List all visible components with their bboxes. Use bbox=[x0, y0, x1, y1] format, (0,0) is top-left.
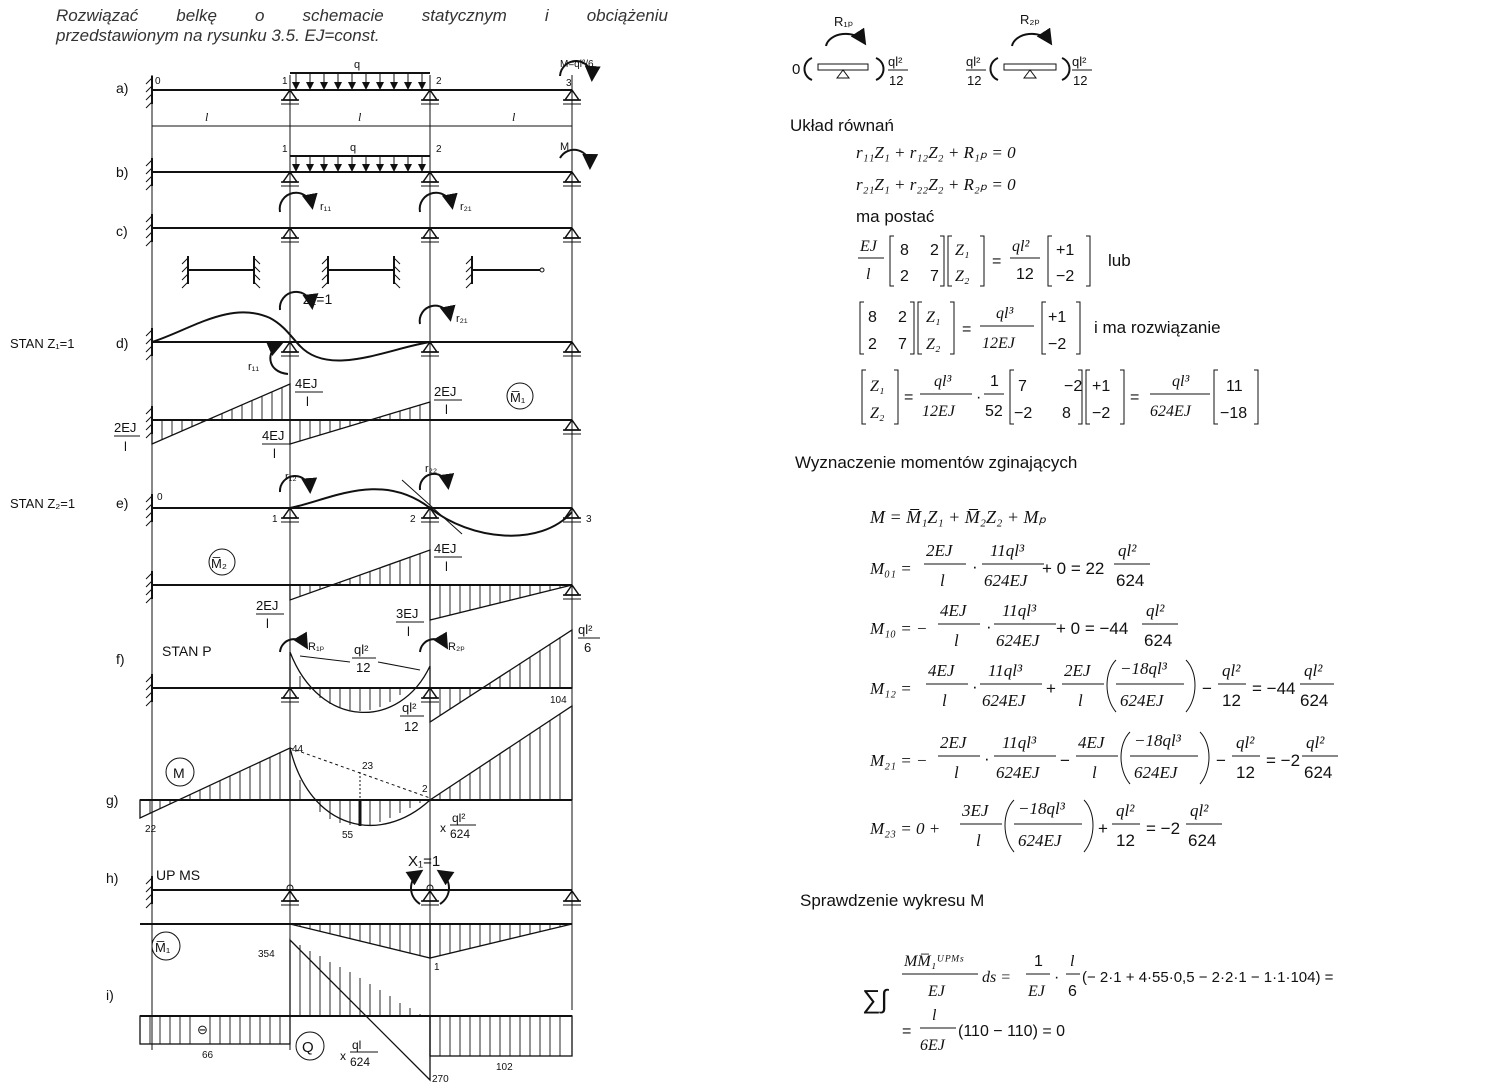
m1-4ej-bot-den: l bbox=[273, 446, 276, 461]
inv-a22: 8 bbox=[1062, 405, 1071, 422]
meq1-ql2: ql² bbox=[1012, 238, 1030, 255]
equation-2: r₂₁Z₁ + r₂₂Z₂ + R₂ₚ = 0 bbox=[856, 175, 1016, 194]
inv-a12: −2 bbox=[1064, 378, 1083, 395]
pf-ql2-mid-den: 12 bbox=[356, 660, 371, 675]
load-q-label-b: q bbox=[350, 142, 357, 154]
formula-integral-check bbox=[862, 953, 1334, 1054]
problem-line-2: przedstawionym na rysunku 3.5. EJ=const. bbox=[56, 26, 380, 45]
row-h-primary-system bbox=[146, 853, 581, 908]
m21-624ej-2: 624EJ bbox=[1134, 763, 1178, 782]
r11-label-c: r₁₁ bbox=[320, 201, 332, 213]
m12-l2: l bbox=[1078, 691, 1083, 710]
m21-ql2-r: ql² bbox=[1306, 733, 1325, 752]
sol-x2: −18 bbox=[1220, 405, 1248, 422]
row-g-final-moment-diagram bbox=[140, 706, 572, 841]
matrix-equation-1 bbox=[858, 236, 1131, 286]
r2p-top-label: R₂ₚ bbox=[1020, 12, 1041, 27]
svg-text:·: · bbox=[972, 677, 978, 696]
m21-2ej: 2EJ bbox=[940, 733, 967, 752]
row-label-h: h) bbox=[106, 870, 119, 886]
m-scale-x: x bbox=[440, 821, 446, 835]
sol-x1: 11 bbox=[1226, 378, 1243, 395]
m21-tail: = −2 bbox=[1266, 751, 1301, 770]
matrix-solution bbox=[862, 370, 1258, 424]
m1-2ej-den: l bbox=[124, 439, 127, 454]
span-label-1: l bbox=[205, 110, 209, 124]
svg-text:·: · bbox=[986, 617, 992, 636]
meq1-a12: 2 bbox=[930, 242, 939, 259]
m21-11ql3: 11ql³ bbox=[1002, 733, 1037, 752]
meq2-a11: 8 bbox=[868, 309, 877, 326]
r12-label: r₁₂ bbox=[285, 471, 297, 483]
pf-ql2-right-num: ql² bbox=[578, 622, 593, 637]
svg-text:·: · bbox=[1054, 969, 1060, 986]
top-ql2-den-3: 12 bbox=[1073, 73, 1088, 88]
row-label-a: a) bbox=[116, 80, 129, 96]
m12-624ej-1: 624EJ bbox=[982, 691, 1026, 710]
m10-l: l bbox=[954, 631, 959, 650]
m23-624ej: 624EJ bbox=[1018, 831, 1062, 850]
q-circle-label: Q bbox=[302, 1039, 314, 1056]
node-0-label-a: 0 bbox=[155, 76, 161, 87]
m10-lhs: M₁₀ = − bbox=[870, 619, 928, 638]
m01-tail: + 0 = 22 bbox=[1042, 559, 1105, 578]
m23-tail: = −2 bbox=[1146, 819, 1181, 838]
formula-m-general: M = M̅₁Z₁ + M̅₂Z₂ + Mₚ bbox=[870, 507, 1047, 527]
m21-12: 12 bbox=[1236, 763, 1255, 782]
m-value-44: 44 bbox=[292, 744, 304, 755]
formula-m21 bbox=[869, 731, 1338, 784]
m01-11ql3: 11ql³ bbox=[990, 541, 1025, 560]
m23-ql2: ql² bbox=[1116, 801, 1135, 820]
m10-624ej: 624EJ bbox=[996, 631, 1040, 650]
m21-lhs: M₂₁ = − bbox=[870, 751, 928, 770]
m12-ql2: ql² bbox=[1222, 661, 1241, 680]
pf-ql2-right-den: 6 bbox=[584, 640, 592, 655]
m21-l2: l bbox=[1092, 763, 1097, 782]
deflection-curve-z1 bbox=[152, 312, 430, 360]
meq2-a21: 2 bbox=[868, 336, 877, 353]
m01-l: l bbox=[940, 571, 945, 590]
row-label-c: c) bbox=[116, 223, 128, 239]
moment-label-a: M=ql²/6 bbox=[560, 59, 594, 70]
top-ql2-num-1: ql² bbox=[888, 54, 903, 69]
fixed-end-moment-sketches bbox=[792, 12, 1092, 88]
m01-ql2: ql² bbox=[1118, 541, 1137, 560]
row-e-scheme bbox=[10, 463, 592, 536]
meq1-a11: 8 bbox=[900, 242, 909, 259]
m10-ql2: ql² bbox=[1146, 601, 1165, 620]
meq2-z2: Z₂ bbox=[926, 336, 941, 353]
row-a-scheme bbox=[146, 59, 594, 132]
int-6: 6 bbox=[1068, 983, 1077, 1000]
svg-text:·: · bbox=[984, 749, 990, 768]
m01-2ej: 2EJ bbox=[926, 541, 953, 560]
top-ql2-den-2: 12 bbox=[967, 73, 982, 88]
svg-text:·: · bbox=[976, 389, 982, 406]
i-value-1: 1 bbox=[434, 962, 440, 973]
sol-52: 52 bbox=[985, 403, 1003, 420]
svg-text:−: − bbox=[1202, 679, 1212, 698]
q-value-66: 66 bbox=[202, 1050, 214, 1061]
m21-624ej-1: 624EJ bbox=[996, 763, 1040, 782]
m12-2ej: 2EJ bbox=[1064, 661, 1091, 680]
row-d-scheme bbox=[10, 291, 581, 374]
m-value-23: 23 bbox=[362, 761, 374, 772]
svg-text:=: = bbox=[962, 321, 972, 338]
m12-11ql3: 11ql³ bbox=[988, 661, 1023, 680]
formula-m01 bbox=[869, 541, 1150, 590]
q-scale-num: ql bbox=[352, 1038, 362, 1052]
node-1-label-b: 1 bbox=[282, 144, 288, 155]
m-value-22: 22 bbox=[145, 824, 157, 835]
m10-624: 624 bbox=[1144, 631, 1173, 650]
m01-lhs: M₀₁ = bbox=[870, 559, 912, 578]
meq2-12ej: 12EJ bbox=[982, 335, 1015, 352]
meq1-ej: EJ bbox=[860, 238, 877, 255]
m12-624: 624 bbox=[1300, 691, 1329, 710]
m21-18ql3: −18ql³ bbox=[1134, 731, 1181, 750]
pf-ql2-mid-num: ql² bbox=[354, 642, 369, 657]
m-circle-label: M bbox=[173, 765, 185, 781]
m23-lhs: M₂₃ = 0 + bbox=[870, 819, 941, 838]
row-label-f: f) bbox=[116, 651, 125, 667]
heading-check: Sprawdzenie wykresu M bbox=[800, 891, 985, 910]
span-label-2: l bbox=[358, 110, 362, 124]
r2p-label-f: R₂ₚ bbox=[448, 641, 465, 653]
m12-12: 12 bbox=[1222, 691, 1241, 710]
m1-upms-circle-label: M̅₁ bbox=[155, 940, 171, 955]
i-value-354: 354 bbox=[258, 949, 275, 960]
int-result: (110 − 110) = 0 bbox=[958, 1023, 1066, 1040]
deflection-curve-z2 bbox=[290, 489, 572, 536]
m-value-55: 55 bbox=[342, 830, 354, 841]
meq1-r2: −2 bbox=[1056, 268, 1075, 285]
load-q-label-a: q bbox=[354, 59, 361, 71]
m21-4ej: 4EJ bbox=[1078, 733, 1105, 752]
m2-2ej-num: 2EJ bbox=[256, 598, 279, 613]
sol-r2: −2 bbox=[1092, 405, 1111, 422]
node-3-label-e: 3 bbox=[586, 514, 592, 525]
m1-circle-label: M̅₁ bbox=[510, 390, 526, 405]
meq1-l: l bbox=[866, 266, 871, 283]
meq2-r2: −2 bbox=[1048, 336, 1067, 353]
int-l2: l bbox=[932, 1007, 937, 1024]
m12-624ej-2: 624EJ bbox=[1120, 691, 1164, 710]
sol-12ej: 12EJ bbox=[922, 403, 955, 420]
sol-one: 1 bbox=[990, 373, 999, 390]
meq1-12: 12 bbox=[1016, 266, 1034, 283]
row-label-b: b) bbox=[116, 164, 129, 180]
m12-tail: = −44 bbox=[1252, 679, 1296, 698]
m23-18ql3: −18ql³ bbox=[1018, 799, 1065, 818]
m23-3ej: 3EJ bbox=[962, 801, 989, 820]
m10-11ql3: 11ql³ bbox=[1002, 601, 1037, 620]
q-value-270: 270 bbox=[432, 1074, 449, 1085]
row-b-scheme bbox=[146, 141, 590, 190]
m2-4ej-den: l bbox=[445, 559, 448, 574]
node-2-label-e: 2 bbox=[410, 514, 416, 525]
inv-a21: −2 bbox=[1014, 405, 1033, 422]
z1-unit-label: Z₁=1 bbox=[303, 291, 333, 307]
int-ej: EJ bbox=[1028, 983, 1045, 1000]
integral-sum-sign: ∑∫ bbox=[862, 984, 888, 1014]
m01-624ej: 624EJ bbox=[984, 571, 1028, 590]
svg-text:=: = bbox=[902, 1023, 912, 1040]
state-z1-label: STAN Z₁=1 bbox=[10, 336, 75, 351]
node-1-label-a: 1 bbox=[282, 76, 288, 87]
m01-624: 624 bbox=[1116, 571, 1145, 590]
pf-ql2-low-den: 12 bbox=[404, 719, 419, 734]
q-scale-x: x bbox=[340, 1049, 346, 1063]
text-ma-postac: ma postać bbox=[856, 207, 935, 226]
int-one: 1 bbox=[1034, 953, 1043, 970]
sol-r1: +1 bbox=[1092, 378, 1111, 395]
m1-4ej-top-den: l bbox=[306, 394, 309, 409]
m12-18ql3: −18ql³ bbox=[1120, 659, 1167, 678]
formula-m10 bbox=[869, 601, 1178, 650]
m10-4ej: 4EJ bbox=[940, 601, 967, 620]
svg-text:+: + bbox=[1098, 819, 1108, 838]
m1-2ej-num: 2EJ bbox=[114, 420, 137, 435]
formula-m12 bbox=[869, 659, 1334, 712]
r22-label: r₂₂ bbox=[425, 463, 438, 475]
svg-text:−: − bbox=[1216, 751, 1226, 770]
row-label-g: g) bbox=[106, 792, 119, 808]
int-expression: (− 2·1 + 4·55·0,5 − 2·2·1 − 1·1·104) = bbox=[1082, 969, 1334, 986]
heading-equation-system: Układ równań bbox=[790, 116, 894, 135]
m23-12: 12 bbox=[1116, 831, 1135, 850]
meq1-a21: 2 bbox=[900, 268, 909, 285]
meq2-ql3: ql³ bbox=[996, 305, 1014, 322]
row-label-e: e) bbox=[116, 495, 129, 511]
moment-label-b: M bbox=[560, 141, 570, 153]
node-2-label-a: 2 bbox=[436, 76, 442, 87]
node-1-label-e: 1 bbox=[272, 514, 278, 525]
m21-ql2: ql² bbox=[1236, 733, 1255, 752]
m1-bending-diagram bbox=[114, 376, 581, 461]
inv-a11: 7 bbox=[1018, 378, 1027, 395]
q-value-102: 102 bbox=[496, 1062, 513, 1073]
up-ms-label: UP MS bbox=[156, 867, 201, 883]
m12-lhs: M₁₂ = bbox=[870, 679, 912, 698]
m23-ql2-r: ql² bbox=[1190, 801, 1209, 820]
row-i-unit-moment-diagram bbox=[140, 924, 572, 1085]
meq1-z1: Z₁ bbox=[955, 242, 970, 259]
m-value-2: 2 bbox=[422, 784, 428, 795]
m2-circle-label: M̅₂ bbox=[211, 556, 227, 571]
zero-moment: 0 bbox=[792, 61, 801, 78]
r11-label-d: r₁₁ bbox=[248, 361, 260, 373]
r1p-top-label: R₁ₚ bbox=[834, 14, 854, 29]
sol-z1: Z₁ bbox=[870, 378, 885, 395]
equation-1: r₁₁Z₁ + r₁₂Z₂ + R₁ₚ = 0 bbox=[856, 143, 1016, 162]
m1-2ej-mid-den: l bbox=[445, 402, 448, 417]
text-lub: lub bbox=[1108, 251, 1131, 270]
meq2-r1: +1 bbox=[1048, 309, 1067, 326]
meq1-r1: +1 bbox=[1056, 242, 1075, 259]
m12-ql2-r: ql² bbox=[1304, 661, 1323, 680]
state-p-label: STAN P bbox=[162, 643, 212, 659]
span-label-3: l bbox=[512, 110, 516, 124]
node-0-label-e: 0 bbox=[157, 492, 163, 503]
text-i-ma-rozwiazanie: i ma rozwiązanie bbox=[1094, 318, 1221, 337]
m2-bending-diagram bbox=[146, 541, 581, 639]
m1-4ej-top-num: 4EJ bbox=[295, 376, 318, 391]
meq2-a22: 7 bbox=[898, 336, 907, 353]
meq1-a22: 7 bbox=[930, 268, 939, 285]
problem-line-1: Rozwiązać belkę o schemacie statycznym i obciążeniu bbox=[56, 6, 668, 25]
row-label-i: i) bbox=[106, 987, 114, 1003]
svg-text:·: · bbox=[972, 557, 978, 576]
m12-4ej: 4EJ bbox=[928, 661, 955, 680]
matrix-equation-2 bbox=[860, 302, 1221, 354]
sol-ql3-1: ql³ bbox=[934, 373, 952, 390]
q-minus-sign: ⊖ bbox=[197, 1022, 208, 1037]
int-6ej: 6EJ bbox=[920, 1037, 945, 1054]
svg-text:=: = bbox=[904, 389, 914, 406]
m-scale-num: ql² bbox=[452, 811, 466, 825]
svg-text:−: − bbox=[1060, 751, 1070, 770]
row-f-state-p-diagram bbox=[146, 622, 600, 734]
r1p-label-f: R₁ₚ bbox=[308, 641, 325, 653]
r21-label-d: r₂₁ bbox=[456, 313, 468, 325]
top-ql2-num-2: ql² bbox=[966, 54, 981, 69]
m2-4ej-num: 4EJ bbox=[434, 541, 457, 556]
x1-unit-label: X₁=1 bbox=[408, 853, 441, 870]
int-ds: ds = bbox=[982, 969, 1012, 986]
sol-ql3-2: ql³ bbox=[1172, 373, 1190, 390]
pf-value-104: 104 bbox=[550, 695, 567, 706]
row-label-d: d) bbox=[116, 335, 129, 351]
state-z2-label: STAN Z₂=1 bbox=[10, 496, 76, 511]
int-numerator: MM̅₁ᵁᴾᴹˢ bbox=[904, 953, 963, 970]
m23-624: 624 bbox=[1188, 831, 1217, 850]
meq2-a12: 2 bbox=[898, 309, 907, 326]
svg-text:+: + bbox=[1046, 679, 1056, 698]
m21-l: l bbox=[954, 763, 959, 782]
m-scale-den: 624 bbox=[450, 827, 471, 841]
row-c-scheme bbox=[146, 193, 581, 288]
svg-text:=: = bbox=[992, 253, 1002, 270]
r21-label-c: r₂₁ bbox=[460, 201, 472, 213]
m1-2ej-mid-num: 2EJ bbox=[434, 384, 457, 399]
heading-moments: Wyznaczenie momentów zginających bbox=[795, 453, 1078, 472]
pf-ql2-low-num: ql² bbox=[402, 700, 417, 715]
q-scale-den: 624 bbox=[350, 1055, 371, 1069]
node-3-label-a: 3 bbox=[566, 78, 572, 89]
formula-m23 bbox=[869, 799, 1222, 852]
m12-l: l bbox=[942, 691, 947, 710]
int-l: l bbox=[1070, 953, 1075, 970]
meq1-z2: Z₂ bbox=[955, 268, 970, 285]
top-ql2-num-3: ql² bbox=[1072, 54, 1087, 69]
top-ql2-den-1: 12 bbox=[889, 73, 904, 88]
int-denominator: EJ bbox=[928, 983, 945, 1000]
m1-4ej-bot-num: 4EJ bbox=[262, 428, 285, 443]
m2-3ej-den: l bbox=[407, 624, 410, 639]
sol-z2: Z₂ bbox=[870, 405, 885, 422]
m2-2ej-den: l bbox=[266, 616, 269, 631]
m23-l: l bbox=[976, 831, 981, 850]
m10-tail: + 0 = −44 bbox=[1056, 619, 1129, 638]
svg-text:=: = bbox=[1130, 389, 1140, 406]
m21-624: 624 bbox=[1304, 763, 1333, 782]
sol-624ej: 624EJ bbox=[1150, 403, 1191, 420]
meq2-z1: Z₁ bbox=[926, 309, 941, 326]
node-2-label-b: 2 bbox=[436, 144, 442, 155]
m2-3ej-num: 3EJ bbox=[396, 606, 419, 621]
